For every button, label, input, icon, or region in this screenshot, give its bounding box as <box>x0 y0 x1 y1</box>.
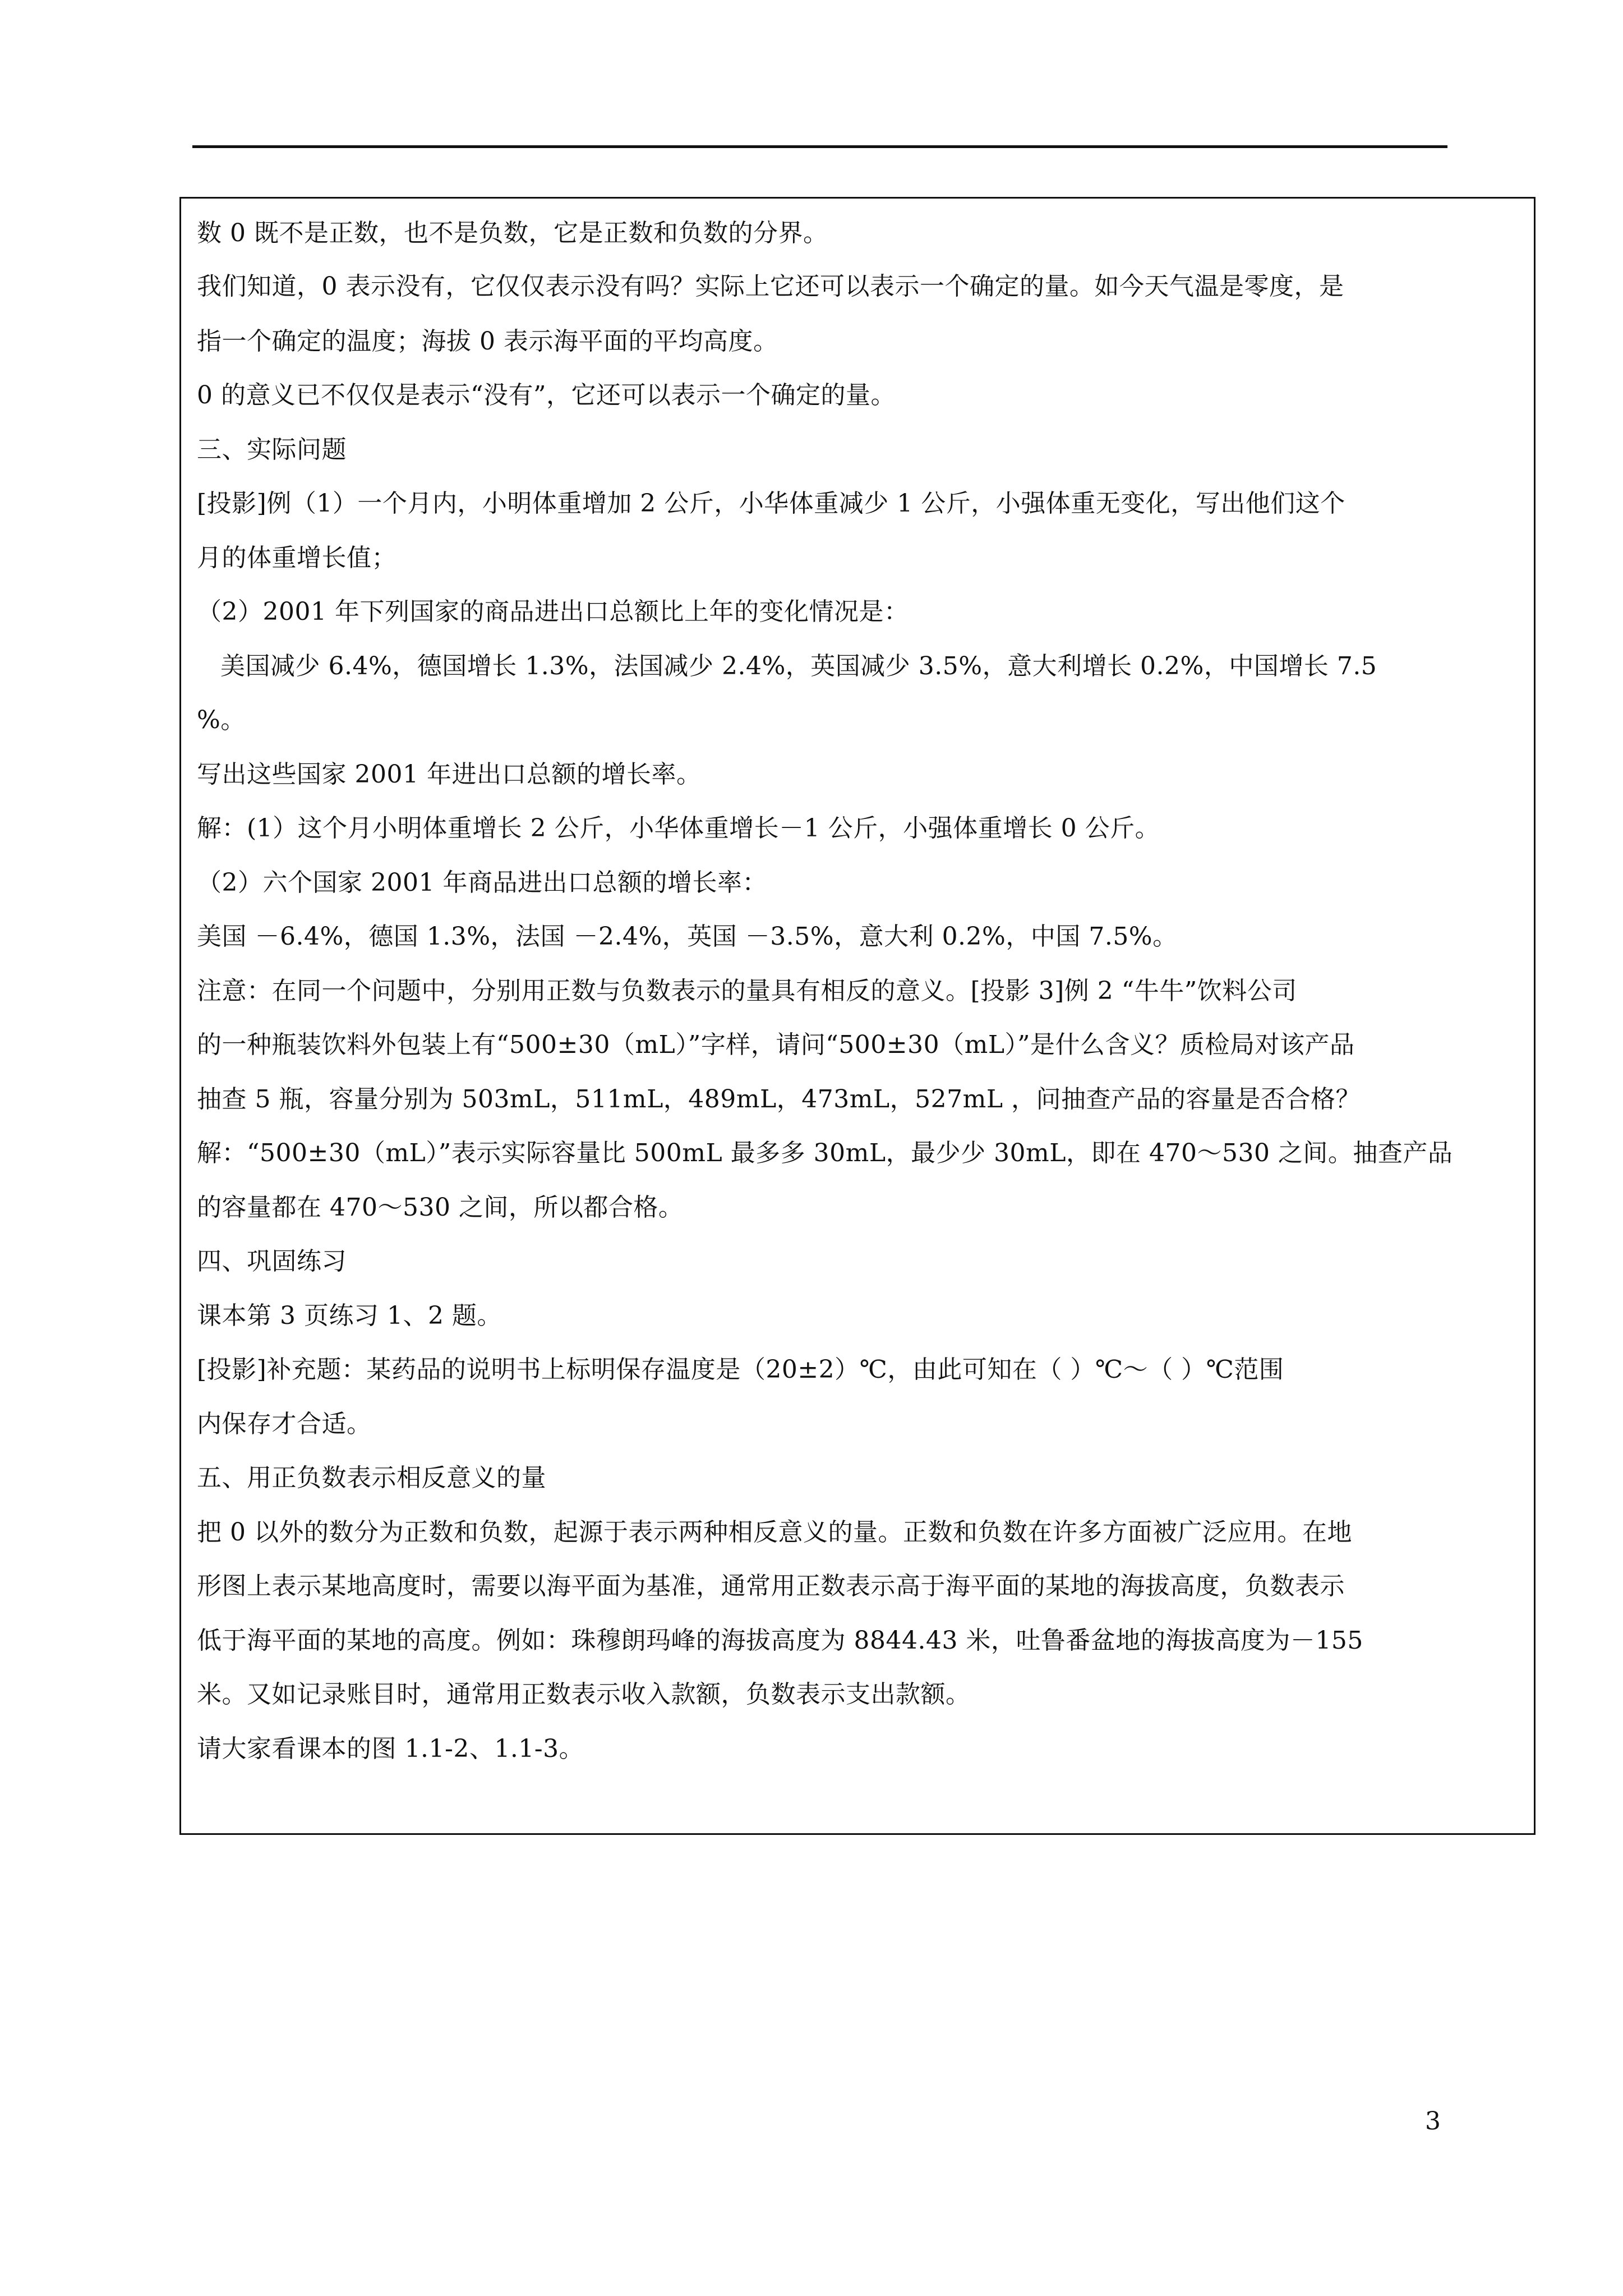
text-line: 写出这些国家 2001 年进出口总额的增长率。 <box>197 760 702 789</box>
text-line: [投影]补充题：某药品的说明书上标明保存温度是（20±2）℃，由此可知在（ ）℃～（ ）℃范围 <box>197 1355 1284 1384</box>
text-line: 解：(1）这个月小明体重增长 2 公斤，小华体重增长－1 公斤，小强体重增长 0 公斤。 <box>197 814 1160 843</box>
page-number: 3 <box>1425 2107 1441 2136</box>
text-line: [投影]例（1）一个月内，小明体重增加 2 公斤，小华体重减少 1 公斤，小强体重无变化，写出他们这个 <box>197 489 1345 518</box>
text-line: 注意：在同一个问题中，分别用正数与负数表示的量具有相反的意义。[投影 3]例 2 “牛牛”饮料公司 <box>197 977 1297 1005</box>
section-heading: 五、用正负数表示相反意义的量 <box>197 1464 546 1492</box>
header-rule <box>192 145 1447 148</box>
text-line: （2）六个国家 2001 年商品进出口总额的增长率： <box>197 868 767 897</box>
text-line: 课本第 3 页练习 1、2 题。 <box>197 1301 502 1330</box>
text-line: 请大家看课本的图 1.1-2、1.1-3。 <box>197 1734 584 1763</box>
section-heading: 四、巩固练习 <box>197 1247 347 1276</box>
text-line: 数 0 既不是正数，也不是负数，它是正数和负数的分界。 <box>197 219 828 247</box>
text-line: 内保存才合适。 <box>197 1410 372 1438</box>
content-box <box>179 197 1536 1835</box>
text-line: （2）2001 年下列国家的商品进出口总额比上年的变化情况是： <box>197 597 909 626</box>
text-line: 指一个确定的温度；海拔 0 表示海平面的平均高度。 <box>197 327 778 356</box>
text-line: 美国减少 6.4%，德国增长 1.3%，法国减少 2.4%，英国减少 3.5%，意大利增长 0.2%，中国增长 7.5 <box>220 652 1377 680</box>
text-line: 我们知道，0 表示没有，它仅仅表示没有吗？实际上它还可以表示一个确定的量。如今天气温是零度，是 <box>197 272 1344 301</box>
text-line: 抽查 5 瓶，容量分别为 503mL，511mL，489mL，473mL，527mL ，问抽查产品的容量是否合格？ <box>197 1085 1361 1114</box>
text-line: 形图上表示某地高度时，需要以海平面为基准，通常用正数表示高于海平面的某地的海拔高度，负数表示 <box>197 1572 1345 1600</box>
text-line: 的一种瓶装饮料外包装上有“500±30（mL）”字样，请问“500±30（mL）”是什么含义？质检局对该产品 <box>197 1030 1355 1059</box>
text-line: 把 0 以外的数分为正数和负数，起源于表示两种相反意义的量。正数和负数在许多方面被广泛应用。在地 <box>197 1518 1352 1547</box>
text-line: %。 <box>197 706 246 734</box>
text-line: 月的体重增长值； <box>197 544 396 572</box>
text-line: 解：“500±30（mL）”表示实际容量比 500mL 最多多 30mL，最少少 30mL，即在 470～530 之间。抽查产品 <box>197 1139 1453 1167</box>
text-line: 美国 －6.4%，德国 1.3%，法国 －2.4%，英国 －3.5%，意大利 0.2%，中国 7.5%。 <box>197 922 1178 951</box>
section-heading: 三、实际问题 <box>197 435 347 464</box>
text-line: 0 的意义已不仅仅是表示“没有”，它还可以表示一个确定的量。 <box>197 381 896 409</box>
text-line: 低于海平面的某地的高度。例如：珠穆朗玛峰的海拔高度为 8844.43 米，吐鲁番盆地的海拔高度为－155 <box>197 1626 1363 1655</box>
text-line: 的容量都在 470～530 之间，所以都合格。 <box>197 1193 684 1222</box>
text-line: 米。又如记录账目时，通常用正数表示收入款额，负数表示支出款额。 <box>197 1680 971 1709</box>
